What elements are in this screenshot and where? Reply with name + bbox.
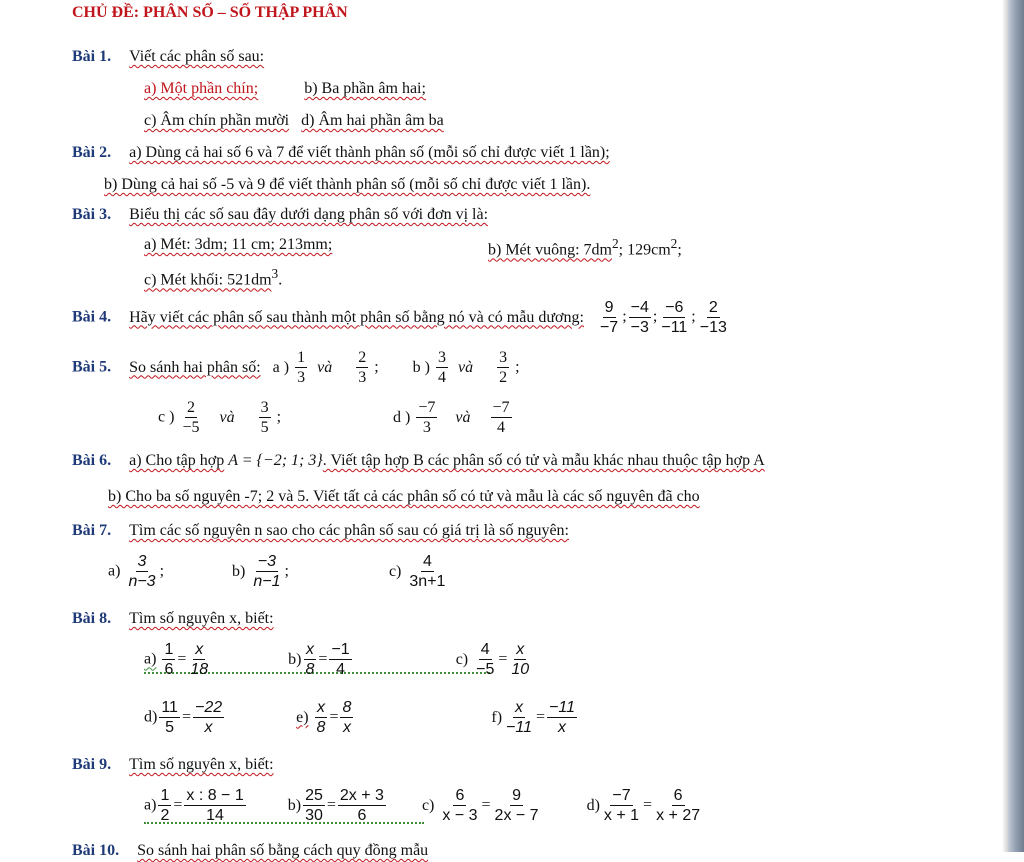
- bai-2-b-text: b) Dùng cả hai số -5 và 9 để viết thành phân số (mỗi số chỉ được viết 1 lần).: [104, 176, 591, 193]
- bai-3-sup-b: 2: [670, 236, 678, 251]
- bai-10-text: So sánh hai phân số bằng cách quy đồng mẫu: [137, 842, 429, 859]
- bai-8-d-frac-1: [159, 698, 180, 737]
- denominator: 6: [164, 661, 174, 678]
- bai-3-c-end: .: [278, 271, 283, 289]
- bai-3-sup-a: 2: [612, 236, 619, 251]
- eq: =: [498, 650, 508, 668]
- bai-9-c-frac-2: [493, 786, 541, 825]
- numerator: 1: [164, 641, 174, 658]
- denominator: 3n+1: [409, 573, 446, 590]
- va: và: [458, 358, 474, 376]
- denominator: −3: [630, 319, 649, 336]
- bai-8-a-frac-2: [188, 640, 210, 679]
- numerator: 3: [260, 399, 269, 416]
- bai-9-text: Tìm số nguyên x, biết:: [129, 756, 274, 773]
- bai-1-row-2: [144, 112, 444, 130]
- bai-5-c: c ): [158, 408, 175, 426]
- numerator: x: [516, 641, 525, 658]
- bai-1-d: d) Âm hai phần âm ba: [301, 112, 444, 129]
- numerator: −6: [665, 299, 684, 316]
- numerator: −1: [331, 641, 350, 658]
- bai-7-heading: [72, 522, 569, 540]
- bai-4-text: Hãy viết các phân số sau thành một phân số bằng nó và có mẫu dương:: [129, 308, 584, 326]
- denominator: 8: [305, 661, 315, 678]
- bai-7-c: c): [388, 562, 402, 580]
- bai-7-c-frac: [407, 552, 447, 591]
- bai-9-label: Bài 9.: [72, 756, 112, 773]
- bai-5-d: d ): [393, 408, 411, 426]
- bai-3-heading: [72, 206, 488, 224]
- bai-8-b-frac-2: [329, 640, 351, 679]
- bai-3-b-end: ;: [677, 241, 682, 259]
- denominator: −7: [599, 319, 619, 336]
- denominator: x + 1: [603, 807, 640, 824]
- numerator: 6: [673, 787, 683, 804]
- numerator: 9: [604, 299, 614, 316]
- denominator: 4: [438, 369, 446, 386]
- bai-9-c: c): [421, 796, 435, 814]
- bai-7-text: Tìm các số nguyên n sao cho các phân số sau có giá trị là số nguyên:: [129, 522, 569, 539]
- bai-3-text: Biểu thị các số sau đây dưới dạng phân số với đơn vị là:: [129, 206, 489, 223]
- bai-3-b-mid: ; 129cm: [618, 241, 671, 259]
- denominator: −13: [699, 319, 727, 336]
- bai-3-a: [144, 236, 332, 254]
- bai-1-c: c) Âm chín phần mười: [144, 112, 290, 129]
- eq: =: [318, 650, 328, 668]
- eq: =: [326, 796, 336, 814]
- numerator: 8: [342, 699, 352, 716]
- bai-5-b-frac-1: [436, 348, 448, 387]
- bai-9-d-frac-2: [654, 786, 702, 825]
- bai-9-a: a): [144, 796, 157, 814]
- bai-9-heading: [72, 756, 274, 774]
- bai-6-heading: [72, 452, 765, 470]
- bai-5-c-frac-2: [259, 398, 271, 437]
- numerator: −11: [549, 699, 575, 716]
- numerator: 1: [160, 787, 170, 804]
- bai-1-heading: [72, 48, 264, 66]
- denominator: x: [342, 719, 351, 736]
- bai-1-label: Bài 1.: [72, 48, 112, 65]
- denominator: −11: [506, 719, 532, 736]
- numerator: 2x + 3: [339, 787, 384, 804]
- bai-7-b-frac: [251, 552, 282, 591]
- bai-7-label: Bài 7.: [72, 522, 112, 539]
- bai-8-f-frac-1: [504, 698, 534, 737]
- denominator: 30: [305, 807, 323, 824]
- numerator: 6: [455, 787, 465, 804]
- numerator: −7: [492, 399, 510, 416]
- denominator: −5: [182, 419, 200, 436]
- numerator: 1: [297, 349, 306, 366]
- denominator: 6: [357, 807, 367, 824]
- bai-6-b-text: b) Cho ba số nguyên -7; 2 và 5. Viết tất cả các phân số có tử và mẫu là các số nguyên đã cho: [108, 488, 700, 505]
- bai-7-row: [108, 552, 449, 591]
- bai-5-label: Bài 5.: [72, 358, 112, 376]
- denominator: −11: [661, 319, 688, 336]
- bai-4-frac-3: [659, 298, 689, 337]
- bai-7-b: b): [232, 562, 246, 580]
- denominator: 10: [511, 661, 530, 678]
- bai-5-b-frac-2: [497, 348, 509, 387]
- bai-4-frac-1: [598, 298, 620, 337]
- denominator: 4: [336, 661, 346, 678]
- bai-6-a-post: . Viết tập hợp B các phân số có tử và mẫu khác nhau thuộc tập hợp A: [322, 452, 765, 469]
- va: và: [219, 408, 235, 426]
- bai-9-a-frac-1: [158, 786, 171, 825]
- bai-2-a: a) Dùng cả hai số 6 và 7 để viết thành phân số (mỗi số chỉ được viết 1 lần);: [129, 144, 610, 161]
- eq: =: [329, 708, 339, 726]
- bai-8-a-frac-1: [162, 640, 175, 679]
- numerator: 2: [186, 399, 195, 416]
- bai-9-row: [144, 786, 704, 825]
- bai-5-a-frac-1: [295, 348, 307, 387]
- numerator: x: [195, 641, 204, 658]
- bai-8-text: Tìm số nguyên x, biết:: [129, 610, 274, 627]
- bai-8-f: f): [491, 708, 503, 726]
- bai-8-e-frac-1: [315, 698, 328, 737]
- numerator: −4: [630, 299, 649, 316]
- denominator: n−1: [253, 573, 281, 590]
- denominator: 8: [316, 719, 326, 736]
- bai-5-d-frac-1: [416, 398, 437, 437]
- denominator: 3: [297, 369, 306, 386]
- bai-8-row-1: [144, 640, 533, 679]
- numerator: x: [317, 699, 325, 716]
- denominator: 5: [260, 419, 269, 436]
- bai-9-b-frac-1: [303, 786, 325, 825]
- bai-6-label: Bài 6.: [72, 452, 112, 469]
- denominator: x: [558, 719, 566, 736]
- bai-7-a-frac: [126, 552, 157, 591]
- va: và: [455, 408, 471, 426]
- bai-3-b: [488, 236, 682, 259]
- bai-8-c: c): [455, 650, 469, 668]
- bai-8-c-frac-2: [509, 640, 531, 679]
- bai-8-d: d): [144, 708, 158, 726]
- bai-8-e: e): [296, 708, 309, 726]
- denominator: 2x − 7: [494, 807, 539, 824]
- numerator: x : 8 − 1: [186, 787, 244, 804]
- eq: =: [643, 796, 653, 814]
- eq: =: [181, 708, 191, 726]
- bai-9-d-frac-1: [602, 786, 641, 825]
- denominator: 14: [206, 807, 224, 824]
- denominator: −5: [476, 661, 495, 678]
- denominator: 18: [190, 661, 209, 678]
- numerator: −7: [612, 787, 631, 804]
- va: và: [317, 358, 333, 376]
- bai-4-heading: [72, 298, 731, 337]
- semi: ;: [159, 562, 165, 580]
- numerator: −3: [257, 553, 277, 570]
- bai-2-b: [104, 176, 590, 194]
- bai-8-e-frac-2: [340, 698, 353, 737]
- denominator: 4: [497, 419, 506, 436]
- bai-5-text: So sánh hai phân số:: [129, 358, 261, 376]
- bai-8-b: b): [288, 650, 302, 668]
- semi: ;: [515, 358, 520, 376]
- eq: =: [481, 796, 491, 814]
- bai-1-b: b) Ba phần âm hai;: [304, 80, 426, 97]
- eq: =: [177, 650, 187, 668]
- bai-5-b: b ): [412, 358, 430, 376]
- denominator: n−3: [128, 573, 156, 590]
- bai-2-heading: [72, 144, 610, 162]
- bai-9-c-frac-1: [440, 786, 479, 825]
- bai-4-label: Bài 4.: [72, 308, 112, 326]
- bai-8-a: a): [144, 650, 157, 668]
- sep: ;: [652, 308, 658, 326]
- bai-8-label: Bài 8.: [72, 610, 112, 627]
- numerator: 3: [499, 349, 508, 366]
- bai-5-a-frac-2: [356, 348, 368, 387]
- semi: ;: [276, 408, 282, 426]
- numerator: 2: [358, 349, 367, 366]
- sep: ;: [691, 308, 696, 326]
- numerator: 11: [161, 699, 178, 716]
- bai-6-a-pre: a) Cho tập hợp: [129, 452, 225, 469]
- numerator: 4: [480, 641, 490, 658]
- numerator: −7: [418, 399, 436, 416]
- bai-1-a: a) Một phần chín;: [144, 80, 259, 97]
- bai-4-fractions: [596, 299, 731, 336]
- bai-5-a: a ): [272, 358, 290, 376]
- bai-8-f-frac-2: [547, 698, 577, 737]
- bai-8-heading: [72, 610, 274, 628]
- bai-5-heading: [72, 348, 520, 387]
- bai-3-c: [144, 266, 282, 289]
- bai-3-a-text: a) Mét: 3dm; 11 cm; 213mm;: [144, 236, 333, 253]
- numerator: 9: [512, 787, 522, 804]
- numerator: x: [515, 699, 524, 716]
- bai-8-d-frac-2: [193, 698, 224, 737]
- denominator: x: [204, 719, 213, 736]
- sep: ;: [622, 308, 627, 326]
- numerator: −22: [194, 699, 223, 716]
- bai-9-a-frac-2: [184, 786, 245, 825]
- bai-1-row-1: [144, 80, 426, 98]
- numerator: x: [305, 641, 314, 658]
- bai-4-frac-4: [698, 298, 729, 337]
- page-title: CHỦ ĐỀ: PHÂN SỐ – SỐ THẬP PHÂN: [72, 4, 348, 21]
- eq: =: [173, 796, 183, 814]
- semi: ;: [374, 358, 379, 376]
- denominator: x + 27: [656, 807, 701, 824]
- bai-5-c-frac-1: [180, 398, 201, 437]
- bai-3-c-text: c) Mét khối: 521dm: [144, 271, 272, 289]
- bai-3-label: Bài 3.: [72, 206, 112, 223]
- semi: ;: [284, 562, 289, 580]
- bai-8-row-2: [144, 698, 579, 737]
- denominator: x − 3: [442, 807, 478, 824]
- bai-9-d: d): [586, 796, 600, 814]
- bai-3-b-text: b) Mét vuông: 7dm: [488, 241, 612, 259]
- bai-6-set: A = {−2; 1; 3}: [228, 452, 323, 469]
- bai-6-b: [108, 488, 700, 506]
- numerator: 3: [137, 553, 147, 570]
- numerator: 4: [422, 553, 432, 570]
- bai-1-text: Viết các phân số sau:: [129, 48, 265, 65]
- bai-9-b: b): [287, 796, 302, 814]
- bai-8-c-frac-1: [474, 640, 496, 679]
- denominator: 2: [160, 807, 170, 824]
- bai-9-b-frac-2: [338, 786, 386, 825]
- bai-5-d-frac-2: [491, 398, 512, 437]
- denominator: 3: [358, 369, 367, 386]
- bai-3-sup-c: 3: [271, 266, 279, 281]
- denominator: 2: [499, 369, 508, 386]
- bai-10-label: Bài 10.: [72, 842, 120, 859]
- numerator: 25: [305, 787, 323, 804]
- denominator: 3: [422, 419, 431, 436]
- bai-5-row-2: [158, 398, 514, 437]
- window-edge: [1008, 0, 1024, 852]
- numerator: 2: [708, 299, 718, 316]
- bai-10-heading: [72, 842, 428, 862]
- bai-8-b-frac-1: [304, 640, 317, 679]
- numerator: 3: [438, 349, 446, 366]
- bai-7-a: a): [108, 562, 121, 580]
- eq: =: [536, 708, 546, 726]
- bai-4-frac-2: [629, 298, 651, 337]
- bai-2-label: Bài 2.: [72, 144, 112, 161]
- denominator: 5: [165, 719, 175, 736]
